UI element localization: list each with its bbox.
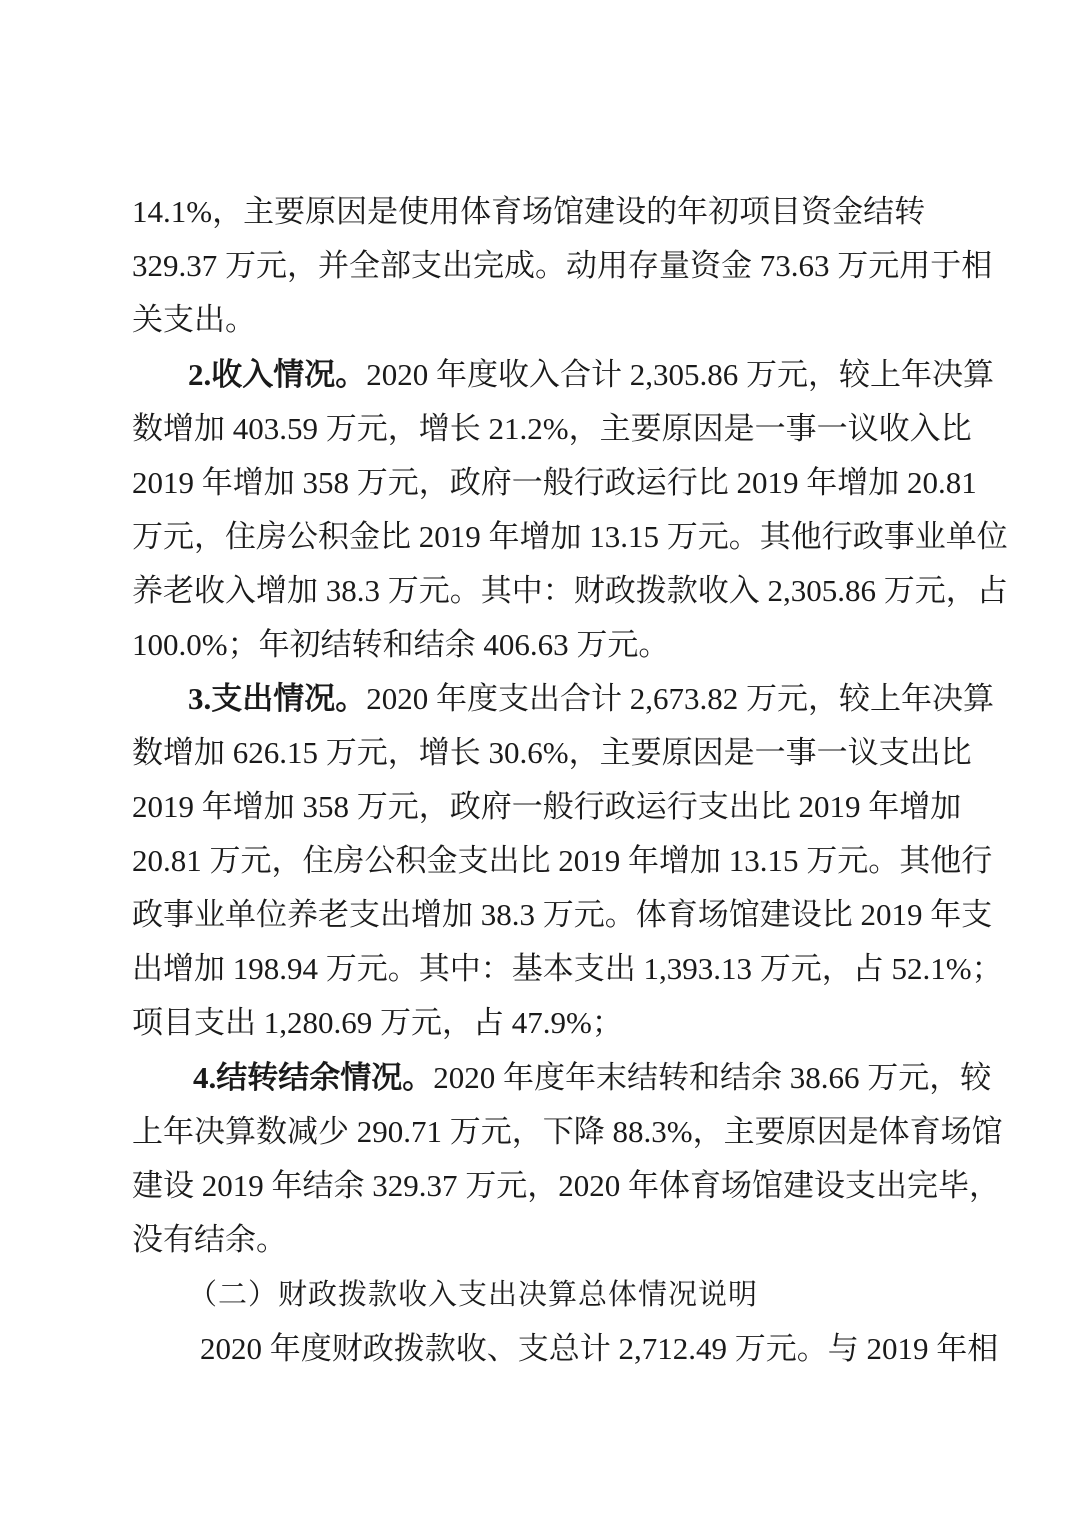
carryover-heading: 4.结转结余情况。: [193, 1060, 434, 1095]
paragraph-line: 项目支出 1,280.69 万元，占 47.9%；: [132, 1005, 623, 1040]
paragraph-line: 万元，住房公积金比 2019 年增加 13.15 万元。其他行政事业单位: [132, 519, 1008, 554]
paragraph-line: 没有结余。: [132, 1222, 287, 1257]
expenditure-line-text: 2020 年度支出合计 2,673.82 万元，较上年决算: [366, 681, 994, 716]
paragraph-line: 政事业单位养老支出增加 38.3 万元。体育场馆建设比 2019 年支: [132, 897, 993, 932]
paragraph-line: 2019 年增加 358 万元，政府一般行政运行比 2019 年增加 20.81: [132, 465, 977, 500]
paragraph-line: 上年决算数减少 290.71 万元，下降 88.3%，主要原因是体育场馆: [132, 1114, 1003, 1149]
expenditure-heading: 3.支出情况。: [188, 681, 367, 716]
paragraph-line: [188, 679, 994, 719]
paragraph-line: 2020 年度财政拨款收、支总计 2,712.49 万元。与 2019 年相: [200, 1331, 999, 1366]
paragraph-line: 100.0%；年初结转和结余 406.63 万元。: [132, 627, 670, 662]
paragraph-line: 329.37 万元，并全部支出完成。动用存量资金 73.63 万元用于相: [132, 248, 993, 283]
paragraph-line: 出增加 198.94 万元。其中：基本支出 1,393.13 万元，占 52.1%；: [132, 951, 1003, 986]
paragraph-line: [193, 1058, 991, 1098]
paragraph-line: [188, 355, 994, 395]
paragraph-line: 养老收入增加 38.3 万元。其中：财政拨款收入 2,305.86 万元，占: [132, 573, 1008, 608]
paragraph-line: 关支出。: [132, 302, 256, 337]
paragraph-line: 数增加 403.59 万元，增长 21.2%，主要原因是一事一议收入比: [132, 411, 972, 446]
paragraph-line: 14.1%，主要原因是使用体育场馆建设的年初项目资金结转: [132, 194, 926, 229]
paragraph-line: 20.81 万元，住房公积金支出比 2019 年增加 13.15 万元。其他行: [132, 843, 993, 878]
income-heading: 2.收入情况。: [188, 357, 367, 392]
carryover-line-text: 2020 年度年末结转和结余 38.66 万元，较: [433, 1060, 992, 1095]
paragraph-line: 建设 2019 年结余 329.37 万元，2020 年体育场馆建设支出完毕，: [132, 1168, 1000, 1203]
paragraph-line: 2019 年增加 358 万元，政府一般行政运行支出比 2019 年增加: [132, 789, 962, 824]
income-line-text: 2020 年度收入合计 2,305.86 万元，较上年决算: [366, 357, 994, 392]
section-heading: （二）财政拨款收入支出决算总体情况说明: [188, 1279, 759, 1311]
paragraph-line: 数增加 626.15 万元，增长 30.6%，主要原因是一事一议支出比: [132, 735, 972, 770]
